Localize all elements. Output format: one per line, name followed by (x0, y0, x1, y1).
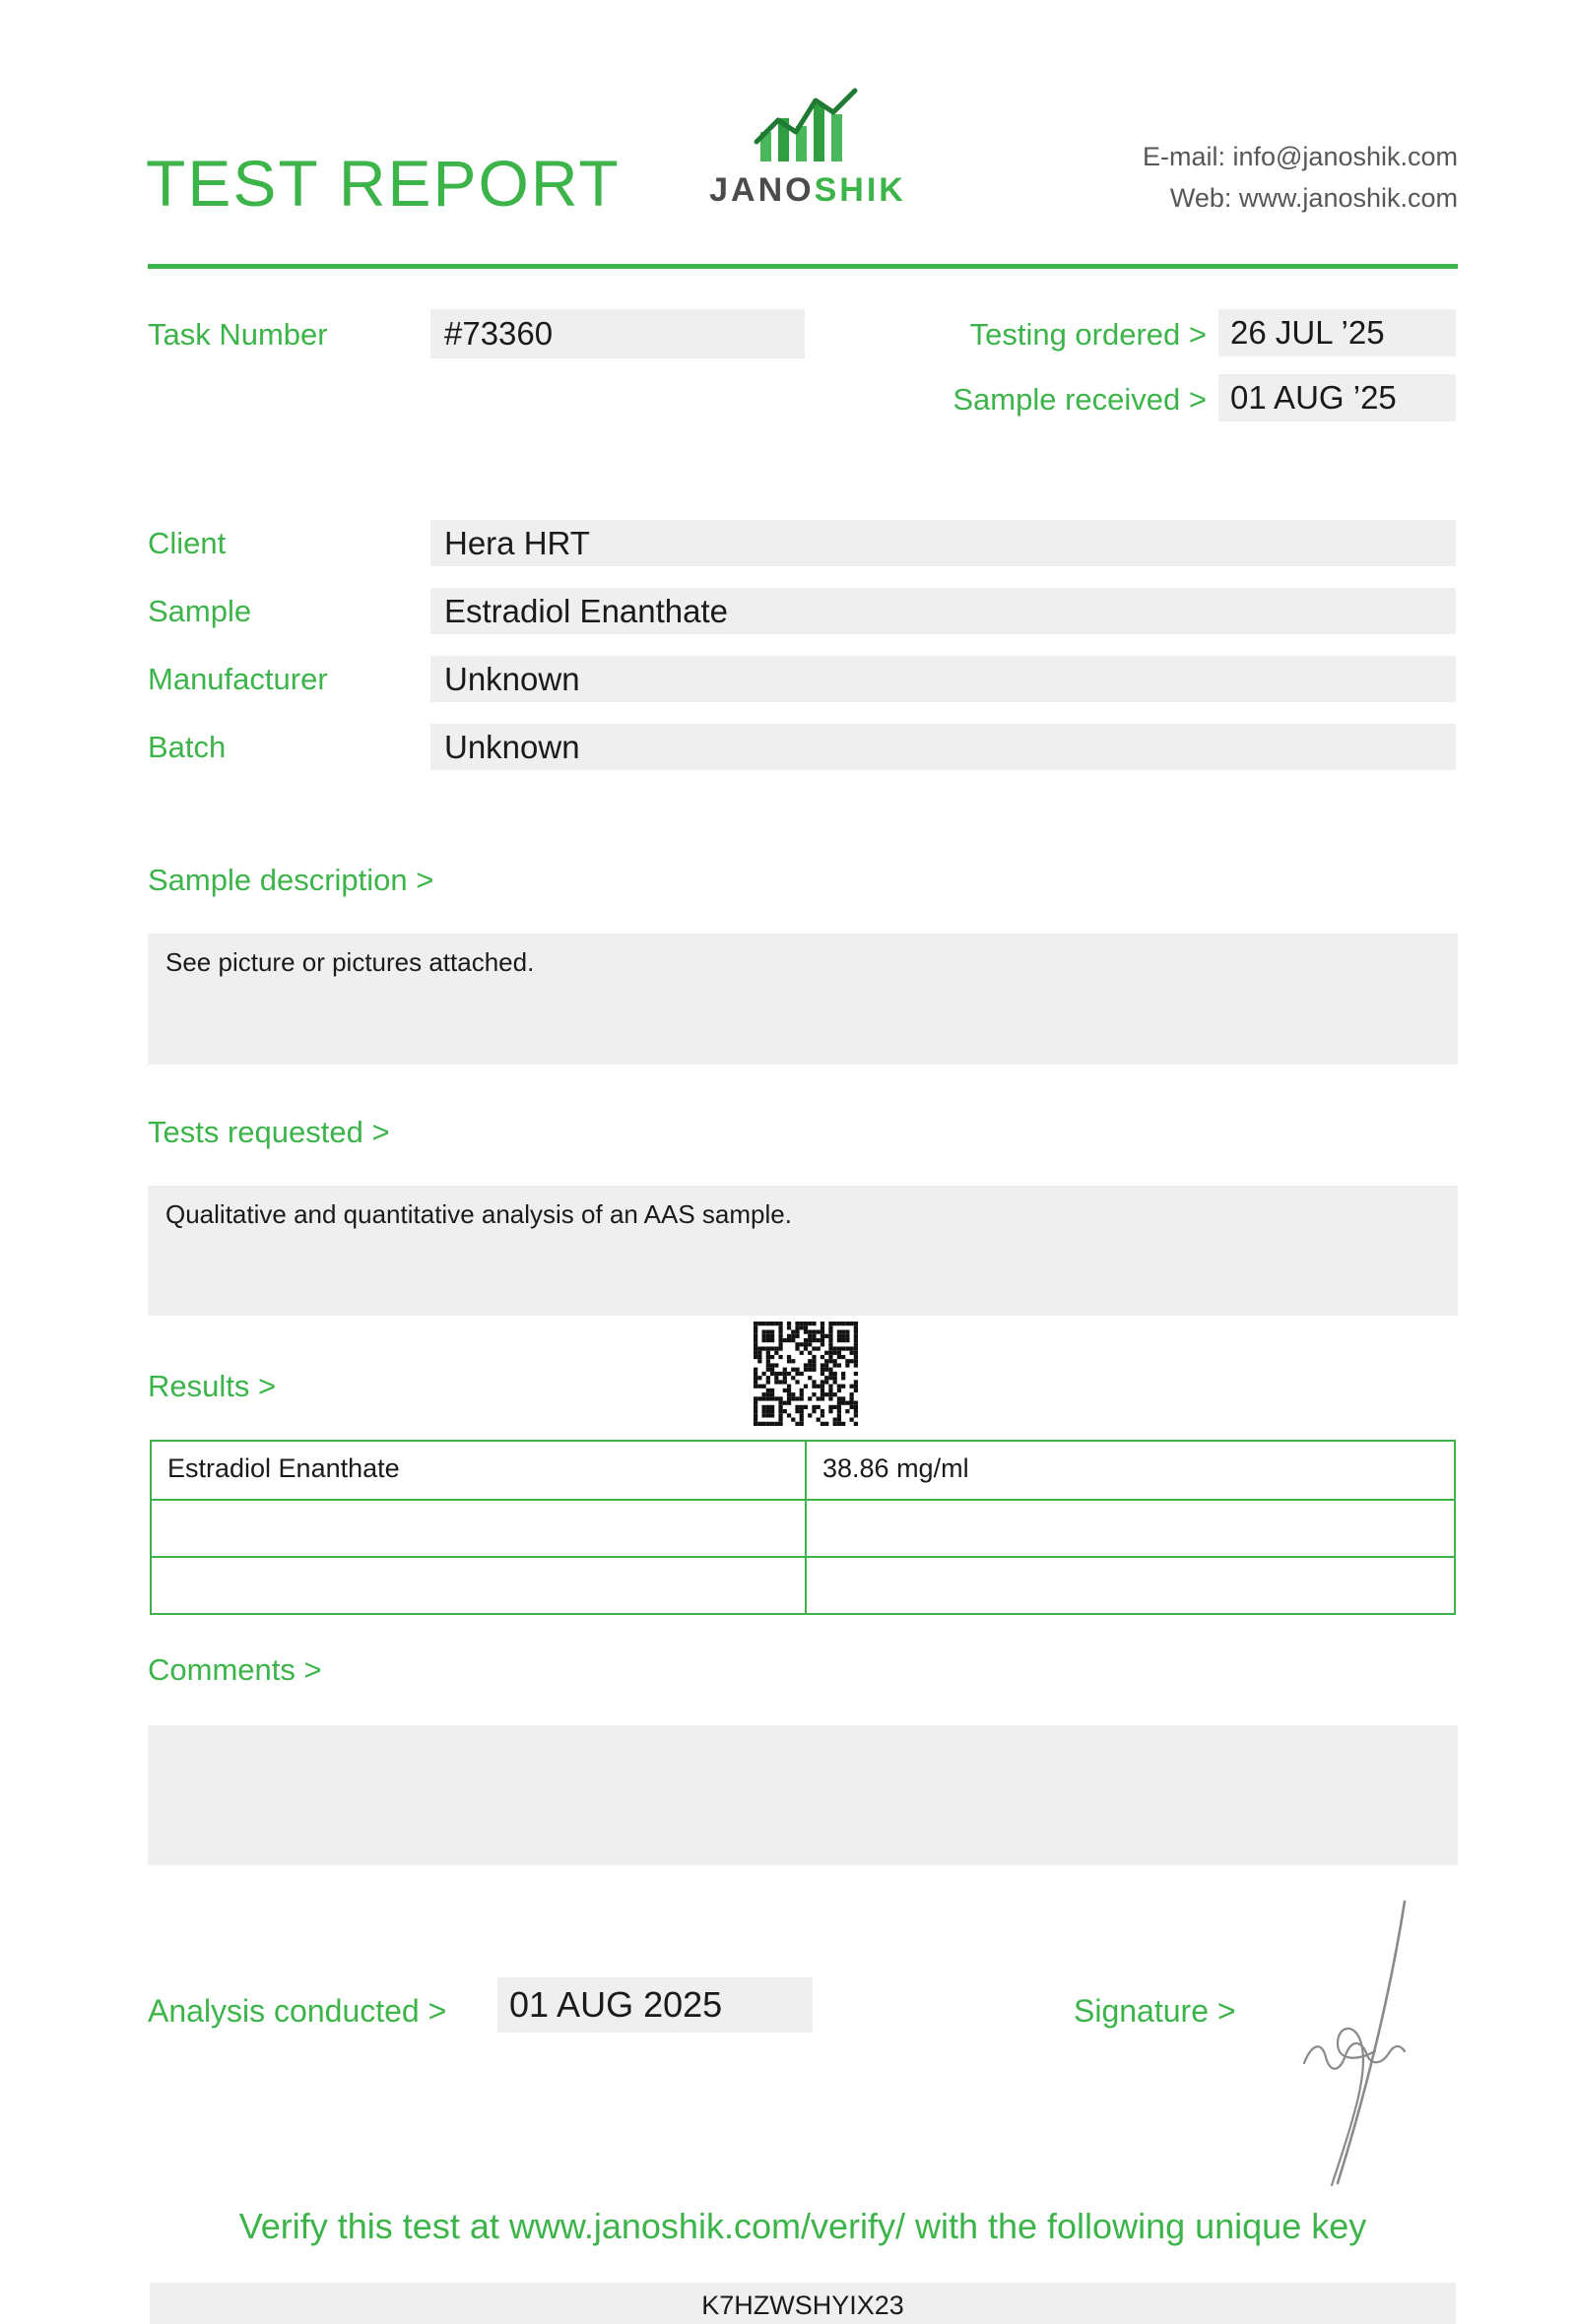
sample-value: Estradiol Enanthate (430, 588, 1456, 634)
results-table (150, 1440, 1456, 1615)
task-number-label: Task Number (148, 317, 328, 352)
tests-requested-heading: Tests requested > (148, 1115, 390, 1149)
logo-wordmark (680, 171, 936, 210)
logo-text-jano: JANO (709, 171, 815, 209)
result-substance-cell: Estradiol Enanthate (167, 1453, 400, 1483)
qr-code-icon (754, 1322, 858, 1426)
comments-heading: Comments > (148, 1652, 322, 1687)
sample-description-heading: Sample description > (148, 863, 434, 897)
sample-description-box: See picture or pictures attached. (148, 934, 1458, 1065)
verify-key: K7HZWSHYIX23 (150, 2283, 1456, 2324)
bar-chart-growth-icon (749, 87, 867, 167)
result-amount-cell (805, 1558, 1454, 1613)
client-value: Hera HRT (430, 520, 1456, 566)
verify-instruction: Verify this test at www.janoshik.com/verify/ with the following unique key (238, 2206, 1367, 2246)
email-label: E-mail: (1142, 142, 1225, 171)
sample-received-value: 01 AUG ’25 (1218, 374, 1456, 421)
result-amount-cell (805, 1501, 1454, 1556)
janoshik-logo (680, 87, 936, 210)
batch-value: Unknown (430, 724, 1456, 770)
table-row (152, 1499, 1454, 1556)
signature-label: Signature > (1074, 1993, 1236, 2029)
logo-text-shik: SHIK (814, 171, 906, 209)
testing-ordered-value: 26 JUL ’25 (1218, 309, 1456, 356)
testing-ordered-label: Testing ordered > (969, 317, 1207, 352)
result-amount-cell: 38.86 mg/ml (805, 1442, 1454, 1499)
table-row (152, 1442, 1454, 1499)
web-label: Web: (1169, 183, 1232, 213)
batch-label: Batch (148, 730, 227, 764)
tests-requested-box: Qualitative and quantitative analysis of an AAS sample. (148, 1186, 1458, 1316)
comments-box (148, 1725, 1458, 1865)
header-divider (148, 264, 1458, 269)
web-value: www.janoshik.com (1238, 183, 1458, 213)
result-substance-cell (152, 1558, 805, 1613)
contact-web (985, 177, 1458, 219)
sample-received-label: Sample received > (952, 382, 1207, 417)
analysis-conducted-label: Analysis conducted > (148, 1993, 447, 2029)
handwritten-signature-icon (1298, 1896, 1431, 2191)
sample-label: Sample (148, 594, 252, 628)
manufacturer-value: Unknown (430, 656, 1456, 702)
page-title: TEST REPORT (146, 147, 621, 220)
contact-block (985, 136, 1458, 219)
analysis-conducted-value: 01 AUG 2025 (497, 1977, 813, 2033)
manufacturer-label: Manufacturer (148, 662, 328, 696)
client-label: Client (148, 526, 227, 560)
results-heading: Results > (148, 1369, 277, 1403)
email-value: info@janoshik.com (1232, 142, 1458, 171)
table-row (152, 1556, 1454, 1613)
task-number-value: #73360 (430, 309, 805, 358)
result-substance-cell (152, 1501, 805, 1556)
contact-email (985, 136, 1458, 177)
